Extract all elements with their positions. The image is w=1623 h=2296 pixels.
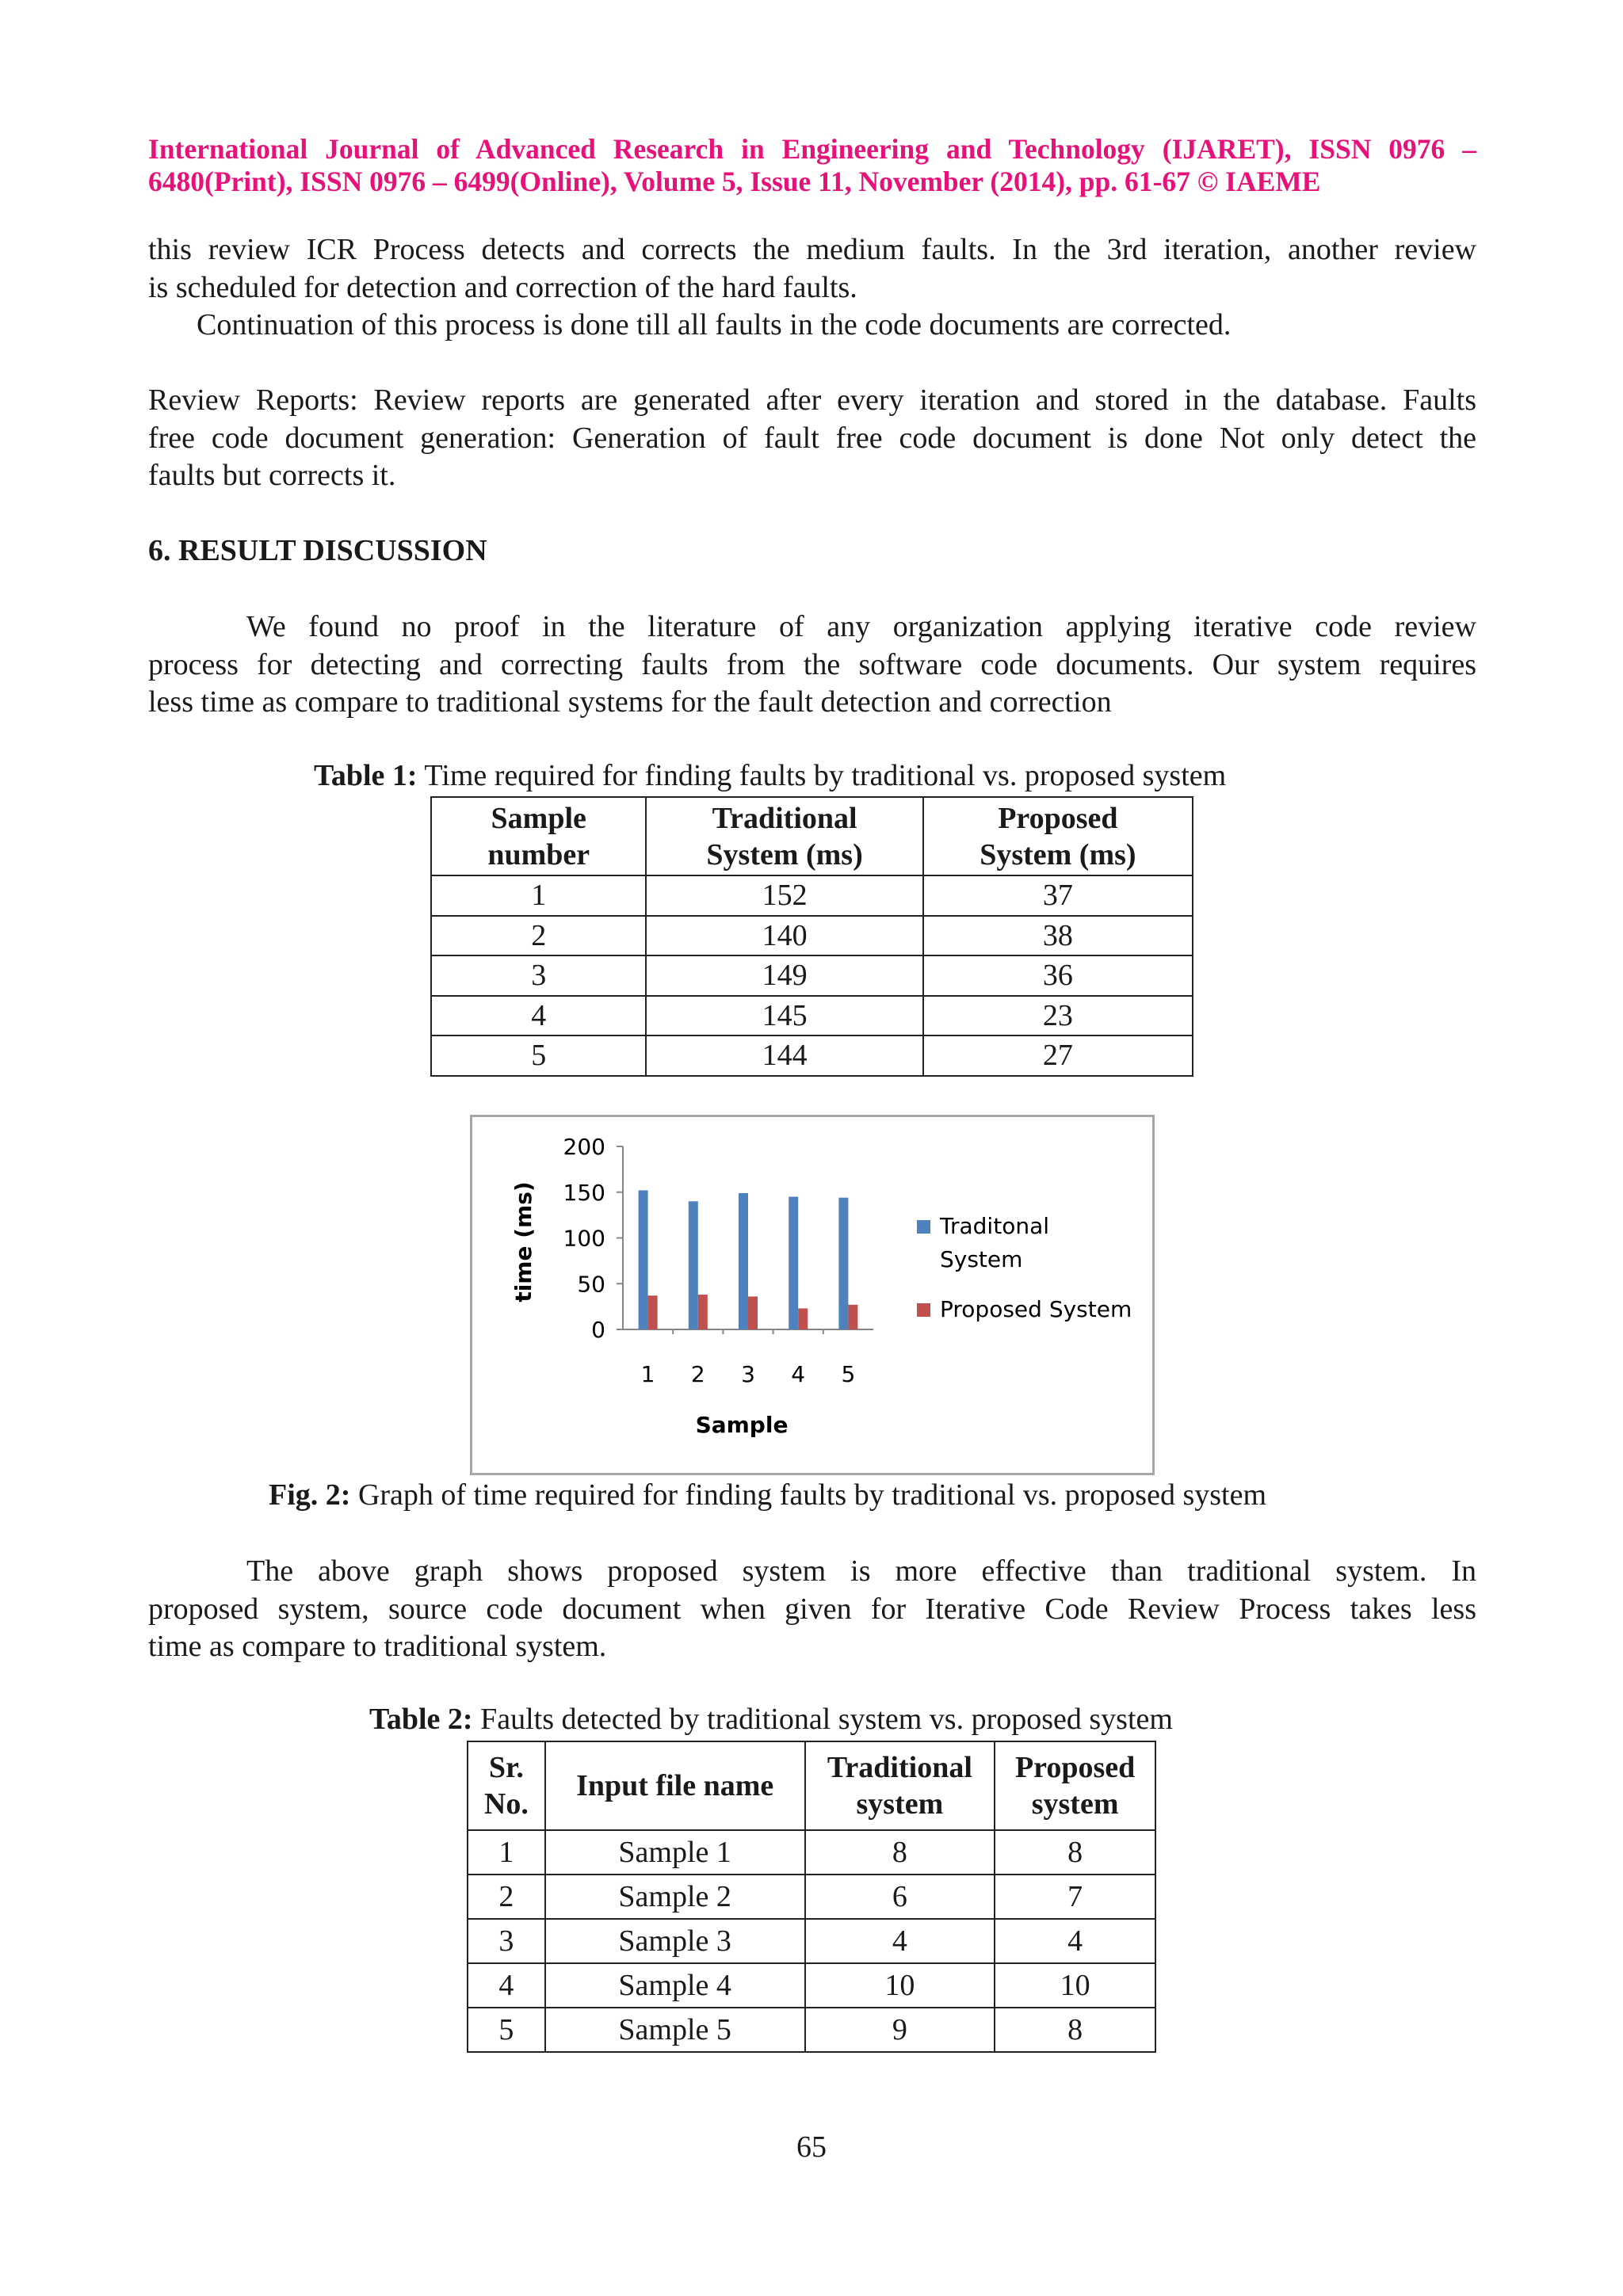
table2-header-row bbox=[468, 1741, 1155, 1830]
y-axis-title: time (ms) bbox=[510, 1181, 537, 1302]
section-heading: 6. RESULT DISCUSSION bbox=[148, 534, 487, 567]
table-row: 5 Sample 5 9 8 bbox=[468, 2008, 1155, 2052]
text-line: We found no proof in the literature of any organization applying iterative code review bbox=[246, 610, 1476, 643]
paragraph-review-reports bbox=[148, 382, 1476, 495]
text-line: faults but corrects it. bbox=[148, 459, 396, 492]
text-line: this review ICR Process detects and corrects the medium faults. In the 3rd iteration, another review bbox=[148, 233, 1476, 266]
table2-header-cell: Traditional system bbox=[805, 1741, 995, 1830]
x-tick-label: 2 bbox=[690, 1361, 705, 1387]
table2-caption-label: Table 2: bbox=[369, 1703, 473, 1736]
legend-label: Proposed System bbox=[940, 1296, 1132, 1322]
bar-proposed bbox=[748, 1296, 758, 1329]
y-tick-label: 100 bbox=[563, 1225, 605, 1252]
text-line: free code document generation: Generation of fault free code document is done Not only detect the bbox=[148, 421, 1476, 455]
table-row: 1 152 37 bbox=[431, 875, 1193, 916]
text-line: The above graph shows proposed system is more effective than traditional system. In bbox=[246, 1554, 1476, 1588]
table-row: 1 Sample 1 8 8 bbox=[468, 1830, 1155, 1875]
table2-caption-text: Faults detected by traditional system vs. proposed system bbox=[472, 1703, 1173, 1736]
paragraph-continuation bbox=[197, 307, 1476, 345]
figure-caption-label: Fig. 2: bbox=[269, 1478, 351, 1512]
table-row: 2 Sample 2 6 7 bbox=[468, 1875, 1155, 1919]
paragraph-result-discussion bbox=[148, 608, 1476, 722]
bar-chart bbox=[470, 1115, 1155, 1475]
y-tick-label: 50 bbox=[577, 1271, 605, 1298]
text-line: time as compare to traditional system. bbox=[148, 1630, 607, 1663]
table1 bbox=[430, 796, 1193, 1077]
table2-caption bbox=[369, 1702, 1173, 1737]
table2-header-cell: Sr. No. bbox=[468, 1741, 545, 1830]
table-row: 5 144 27 bbox=[431, 1035, 1193, 1076]
table1-caption-label: Table 1: bbox=[314, 759, 418, 792]
text-line: process for detecting and correcting faults from the software code documents. Our system requires bbox=[148, 647, 1476, 681]
x-axis-title: Sample bbox=[695, 1412, 789, 1438]
legend-swatch bbox=[917, 1303, 930, 1317]
table-row: 3 Sample 3 4 4 bbox=[468, 1919, 1155, 1963]
y-tick-label: 150 bbox=[563, 1179, 605, 1206]
table1-caption bbox=[314, 758, 1226, 793]
table-row: 4 145 23 bbox=[431, 996, 1193, 1036]
figure-caption bbox=[269, 1478, 1266, 1512]
table2 bbox=[467, 1741, 1156, 2053]
page-number: 65 bbox=[796, 2130, 827, 2164]
x-tick-label: 3 bbox=[741, 1361, 755, 1387]
text-line: is scheduled for detection and correction of the hard faults. bbox=[148, 270, 857, 304]
figure-caption-text: Graph of time required for finding faults by traditional vs. proposed system bbox=[350, 1478, 1267, 1512]
x-tick-label: 4 bbox=[791, 1361, 806, 1387]
legend-label: Traditonal bbox=[940, 1213, 1050, 1239]
table1-header-cell: Sample number bbox=[431, 797, 646, 875]
bar-traditional bbox=[739, 1193, 748, 1329]
bar-proposed bbox=[648, 1295, 658, 1329]
paragraph-review-iteration bbox=[148, 231, 1476, 307]
bar-proposed bbox=[698, 1295, 708, 1329]
x-tick-label: 5 bbox=[841, 1361, 856, 1387]
table-row: 4 Sample 4 10 10 bbox=[468, 1963, 1155, 2008]
bar-traditional bbox=[838, 1198, 848, 1329]
legend-swatch bbox=[917, 1220, 930, 1234]
bar-traditional bbox=[639, 1190, 648, 1329]
table1-header-cell: Traditional System (ms) bbox=[646, 797, 922, 875]
y-tick-label: 0 bbox=[591, 1317, 605, 1343]
bar-chart-svg bbox=[472, 1117, 1152, 1473]
text-line: Review Reports: Review reports are generated after every iteration and stored in the database. Faults bbox=[148, 383, 1476, 417]
bar-proposed bbox=[848, 1305, 857, 1329]
bar-traditional bbox=[689, 1201, 698, 1329]
bar-proposed bbox=[798, 1308, 808, 1329]
text-line: less time as compare to traditional systems for the fault detection and correction bbox=[148, 685, 1112, 719]
table-row: 3 149 36 bbox=[431, 955, 1193, 996]
bar-traditional bbox=[789, 1197, 798, 1329]
journal-header: International Journal of Advanced Research in Engineering and Technology (IJARET), ISSN 0976 – 6480(Print), ISSN 0976 – 6499(Online), Volume 5, Issue 11, November (2014), pp. 61-67 © IAEME bbox=[148, 133, 1476, 197]
table1-header-row bbox=[431, 797, 1193, 875]
table2-header-cell: Input file name bbox=[545, 1741, 805, 1830]
table1-header-cell: Proposed System (ms) bbox=[923, 797, 1193, 875]
paragraph-graph-discussion bbox=[148, 1553, 1476, 1666]
table1-caption-text: Time required for finding faults by traditional vs. proposed system bbox=[417, 759, 1227, 792]
text-line: Continuation of this process is done till all faults in the code documents are corrected. bbox=[197, 308, 1232, 341]
table2-header-cell: Proposed system bbox=[995, 1741, 1155, 1830]
table-row: 2 140 38 bbox=[431, 916, 1193, 956]
legend-label: System bbox=[940, 1246, 1023, 1272]
text-line: proposed system, source code document when given for Iterative Code Review Process takes less bbox=[148, 1592, 1476, 1626]
y-tick-label: 200 bbox=[563, 1134, 605, 1160]
x-tick-label: 1 bbox=[640, 1361, 655, 1387]
